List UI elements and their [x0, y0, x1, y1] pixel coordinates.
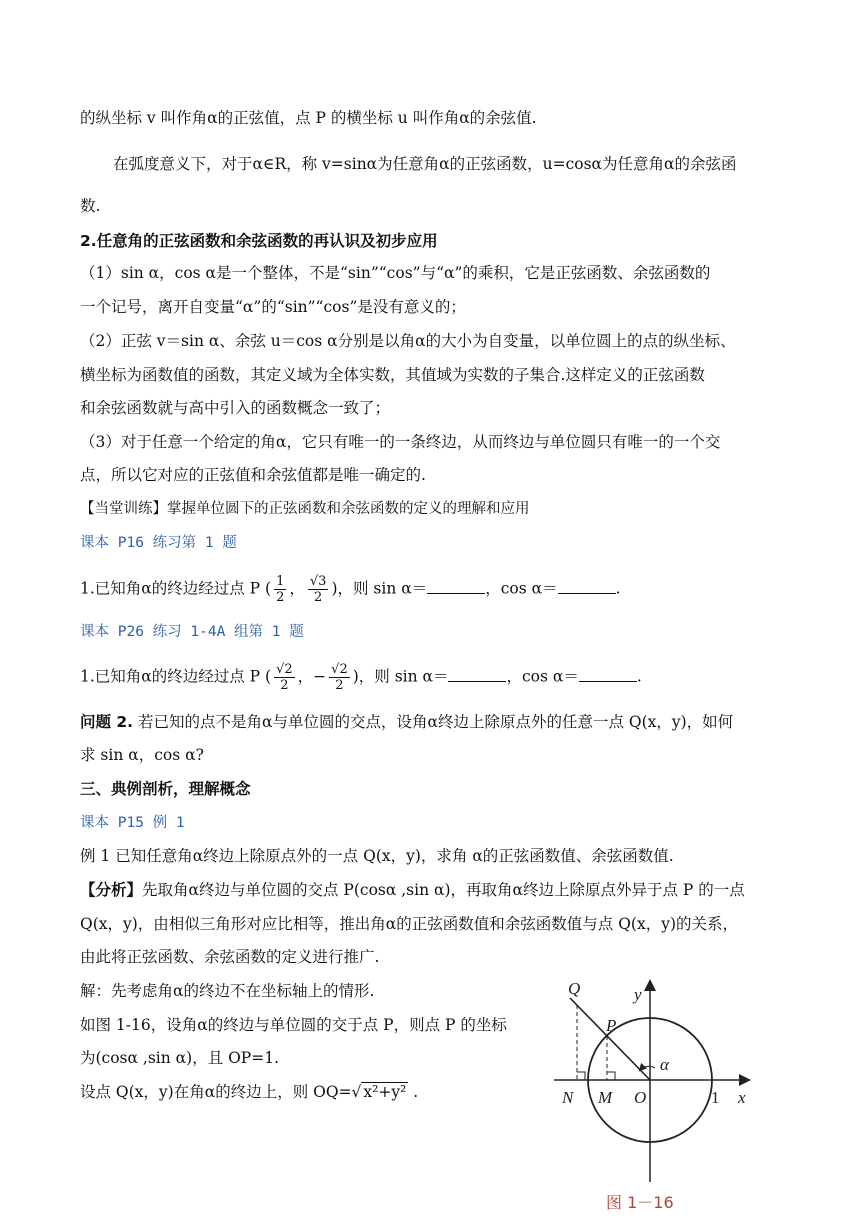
textbook-reference: 课本 P16 练习第 1 题	[80, 535, 237, 551]
fraction: $\frac{1}{2}$	[276, 574, 285, 605]
text-line: 为(cosα ,sin α)，且 OP=1.	[80, 1049, 280, 1067]
exercise-text: )，则 sin α＝	[352, 667, 449, 686]
separator: ，−	[297, 667, 327, 686]
label-x: x	[738, 1088, 746, 1107]
text-line: （1）sin α，cos α是一个整体，不是“sin”“cos”与“α”的乘积，它是正弦函数、余弦函数的	[80, 264, 711, 282]
exercise-text: )，则 sin α＝	[331, 579, 428, 598]
exercise-text: .	[615, 579, 621, 598]
text-line: 在弧度意义下，对于α∈R，称 v=sinα为任意角α的正弦函数，u=cosα为任意角α的余弦函	[113, 155, 737, 173]
terminal-side	[570, 998, 650, 1080]
exercise-line	[80, 574, 621, 605]
unit-circle-figure	[552, 970, 762, 1188]
label-P: P	[606, 1016, 617, 1035]
solution-text: .	[408, 1083, 419, 1101]
text-line: 例 1 已知任意角α终边上除原点外的一点 Q(x，y)，求角 α的正弦函数值、余弦函数值.	[80, 847, 674, 865]
fraction: $\frac{√2}{2}$	[276, 662, 293, 693]
separator: ，	[289, 579, 305, 598]
text-line: 横坐标为函数值的函数，其定义域为全体实数，其值域为实数的子集合.这样定义的正弦函数	[80, 366, 705, 384]
answer-blank[interactable]	[558, 579, 616, 594]
section-heading: 三、典例剖析，理解概念	[80, 780, 251, 798]
label-N: N	[562, 1088, 574, 1107]
answer-blank[interactable]	[579, 667, 637, 682]
label-O: O	[634, 1088, 647, 1107]
text-line: 如图 1-16，设角α的终边与单位圆的交于点 P，则点 P 的坐标	[80, 1016, 507, 1034]
label-M: M	[598, 1088, 613, 1107]
text-line: 点，所以它对应的正弦值和余弦值都是唯一确定的.	[80, 466, 426, 484]
text-line: Q(x，y)，由相似三角形对应比相等，推出角α的正弦函数值和余弦函数值与点 Q(x，y)的关系，	[80, 915, 738, 933]
figure-caption: 图 1－16	[606, 1193, 674, 1212]
question-line	[80, 712, 733, 732]
exercise-text: ，cos α＝	[506, 667, 579, 686]
angle-arc	[640, 1066, 655, 1070]
analysis-label: 【分析】	[80, 881, 143, 899]
exercise-line	[80, 662, 642, 693]
text-line: 数.	[80, 197, 101, 215]
exercise-text: ，cos α＝	[485, 579, 558, 598]
text-line: 的纵坐标 v 叫作角α的正弦值，点 P 的横坐标 u 叫作角α的余弦值.	[80, 109, 537, 127]
label-one: 1	[711, 1088, 720, 1107]
answer-blank[interactable]	[427, 579, 485, 594]
label-y: y	[634, 985, 642, 1004]
text-line: 一个记号，离开自变量“α”的“sin”“cos”是没有意义的；	[80, 298, 466, 316]
section-heading: 2.任意角的正弦函数和余弦函数的再认识及初步应用	[80, 232, 438, 250]
label-alpha: α	[660, 1055, 669, 1074]
textbook-reference: 课本 P15 例 1	[80, 815, 185, 831]
solution-text: 设点 Q(x，y)在角α的终边上，则 OQ=	[80, 1083, 352, 1101]
text-line	[80, 1082, 418, 1102]
label-Q: Q	[568, 979, 581, 998]
text-line: 和余弦函数就与高中引入的函数概念一致了；	[80, 399, 391, 417]
question-label: 问题 2.	[80, 713, 134, 731]
text-line: 由此将正弦函数、余弦函数的定义进行推广.	[80, 948, 380, 966]
question-text: 若已知的点不是角α与单位圆的交点，设角α终边上除原点外的任意一点 Q(x，y)，如何	[133, 713, 734, 731]
answer-blank[interactable]	[448, 667, 506, 682]
fraction: $\frac{√2}{2}$	[331, 662, 348, 693]
text-line: 求 sin α，cos α?	[80, 746, 204, 764]
exercise-text: .	[636, 667, 642, 686]
sqrt-symbol: √	[351, 1083, 362, 1101]
text-line: 解：先考虑角α的终边不在坐标轴上的情形.	[80, 982, 375, 1000]
text-line: （2）正弦 v＝sin α、余弦 u＝cos α分别是以角α的大小为自变量，以单位圆上的点的纵坐标、	[80, 332, 736, 350]
exercise-text: 1.已知角α的终边经过点 P (	[80, 579, 272, 598]
sqrt-radicand: x²+y²	[363, 1083, 407, 1101]
analysis-line	[80, 880, 745, 900]
textbook-reference: 课本 P26 练习 1-4A 组第 1 题	[80, 624, 304, 640]
analysis-text: 先取角α终边与单位圆的交点 P(cosα ,sin α)，再取角α终边上除原点外异于点 P 的一点	[142, 881, 745, 899]
exercise-text: 1.已知角α的终边经过点 P (	[80, 667, 272, 686]
right-angle-M	[607, 1072, 615, 1080]
training-heading: 【当堂训练】掌握单位圆下的正弦函数和余弦函数的定义的理解和应用	[80, 501, 530, 517]
right-angle-N	[577, 1072, 585, 1080]
text-line: （3）对于任意一个给定的角α，它只有唯一的一条终边，从而终边与单位圆只有唯一的一个交	[80, 433, 721, 451]
fraction: $\frac{√3}{2}$	[309, 574, 327, 605]
